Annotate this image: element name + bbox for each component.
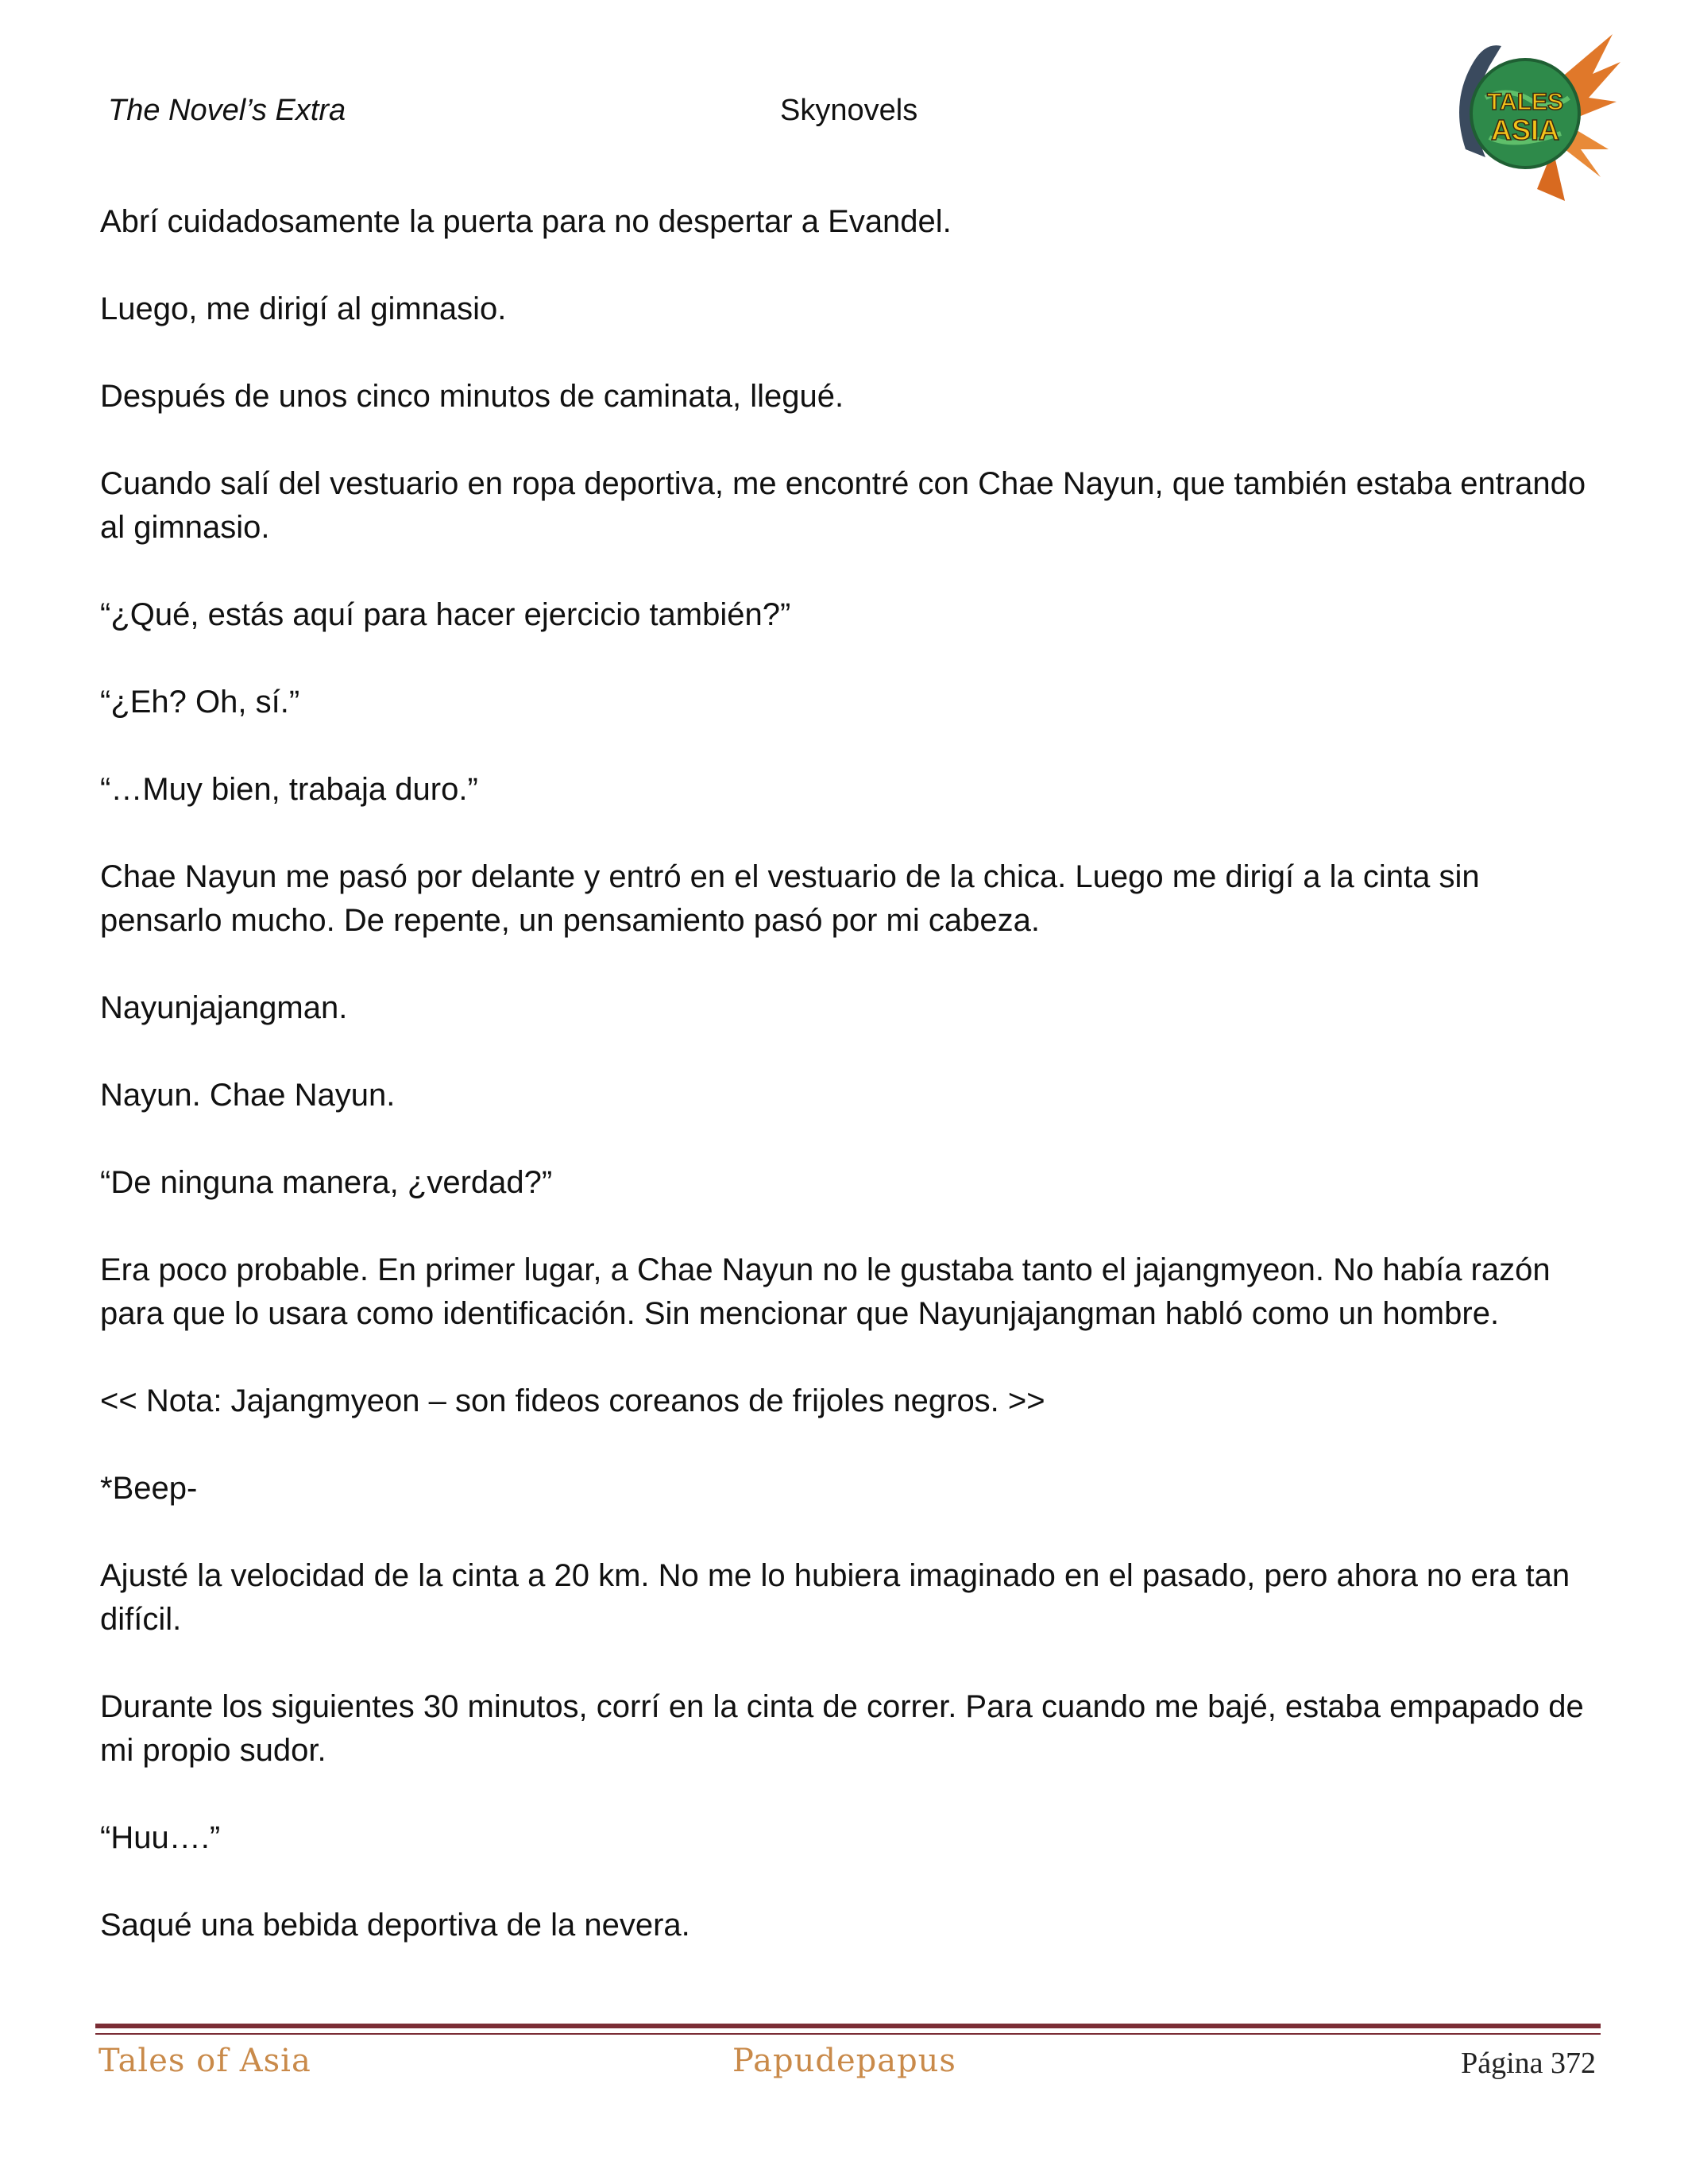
paragraph: Nayunjajangman. <box>100 990 348 1025</box>
footer-translator: Papudepapus <box>732 2043 956 2079</box>
paragraph: Saqué una bebida deportiva de la nevera. <box>100 1908 690 1943</box>
paragraph: Luego, me dirigí al gimnasio. <box>100 291 507 326</box>
chapter-body <box>100 200 1593 1991</box>
header-site-name: Skynovels <box>780 94 918 127</box>
logo-text-tales: TALES <box>1486 89 1564 115</box>
paragraph: Era poco probable. En primer lugar, a Chae Nayun no le gustaba tanto el jajangmyeon. No había razón para que lo usara como identificación. Sin mencionar que Nayunjajangman habló como un hombre. <box>100 1252 1551 1331</box>
paragraph: “Huu….” <box>100 1820 221 1855</box>
paragraph: *Beep- <box>100 1471 198 1506</box>
footer-rule-thin <box>95 2033 1601 2035</box>
logo-text-asia: ASIA <box>1490 114 1560 146</box>
paragraph: “¿Qué, estás aquí para hacer ejercicio también?” <box>100 597 791 632</box>
paragraph: “¿Eh? Oh, sí.” <box>100 685 300 720</box>
translator-note: << Nota: Jajangmyeon – son fideos coreanos de frijoles negros. >> <box>100 1383 1045 1418</box>
page-number: Página 372 <box>1461 2047 1596 2080</box>
paragraph: “…Muy bien, trabaja duro.” <box>100 772 478 807</box>
header-novel-title: The Novel’s Extra <box>108 94 346 127</box>
footer-rule <box>95 2024 1601 2028</box>
footer-group-name: Tales of Asia <box>98 2043 311 2079</box>
paragraph: Después de unos cinco minutos de caminata, llegué. <box>100 379 844 414</box>
tales-of-asia-logo-icon <box>1442 30 1620 201</box>
paragraph: Chae Nayun me pasó por delante y entró en el vestuario de la chica. Luego me dirigí a la cinta sin pensarlo mucho. De repente, un pensamiento pasó por mi cabeza. <box>100 859 1480 938</box>
paragraph: “De ninguna manera, ¿verdad?” <box>100 1165 553 1200</box>
paragraph: Nayun. Chae Nayun. <box>100 1078 396 1113</box>
paragraph: Ajusté la velocidad de la cinta a 20 km. No me lo hubiera imaginado en el pasado, pero ahora no era tan difícil. <box>100 1558 1570 1637</box>
paragraph: Abrí cuidadosamente la puerta para no despertar a Evandel. <box>100 204 952 239</box>
paragraph: Durante los siguientes 30 minutos, corrí en la cinta de correr. Para cuando me bajé, estaba empapado de mi propio sudor. <box>100 1689 1584 1768</box>
paragraph: Cuando salí del vestuario en ropa deportiva, me encontré con Chae Nayun, que también estaba entrando al gimnasio. <box>100 466 1586 545</box>
